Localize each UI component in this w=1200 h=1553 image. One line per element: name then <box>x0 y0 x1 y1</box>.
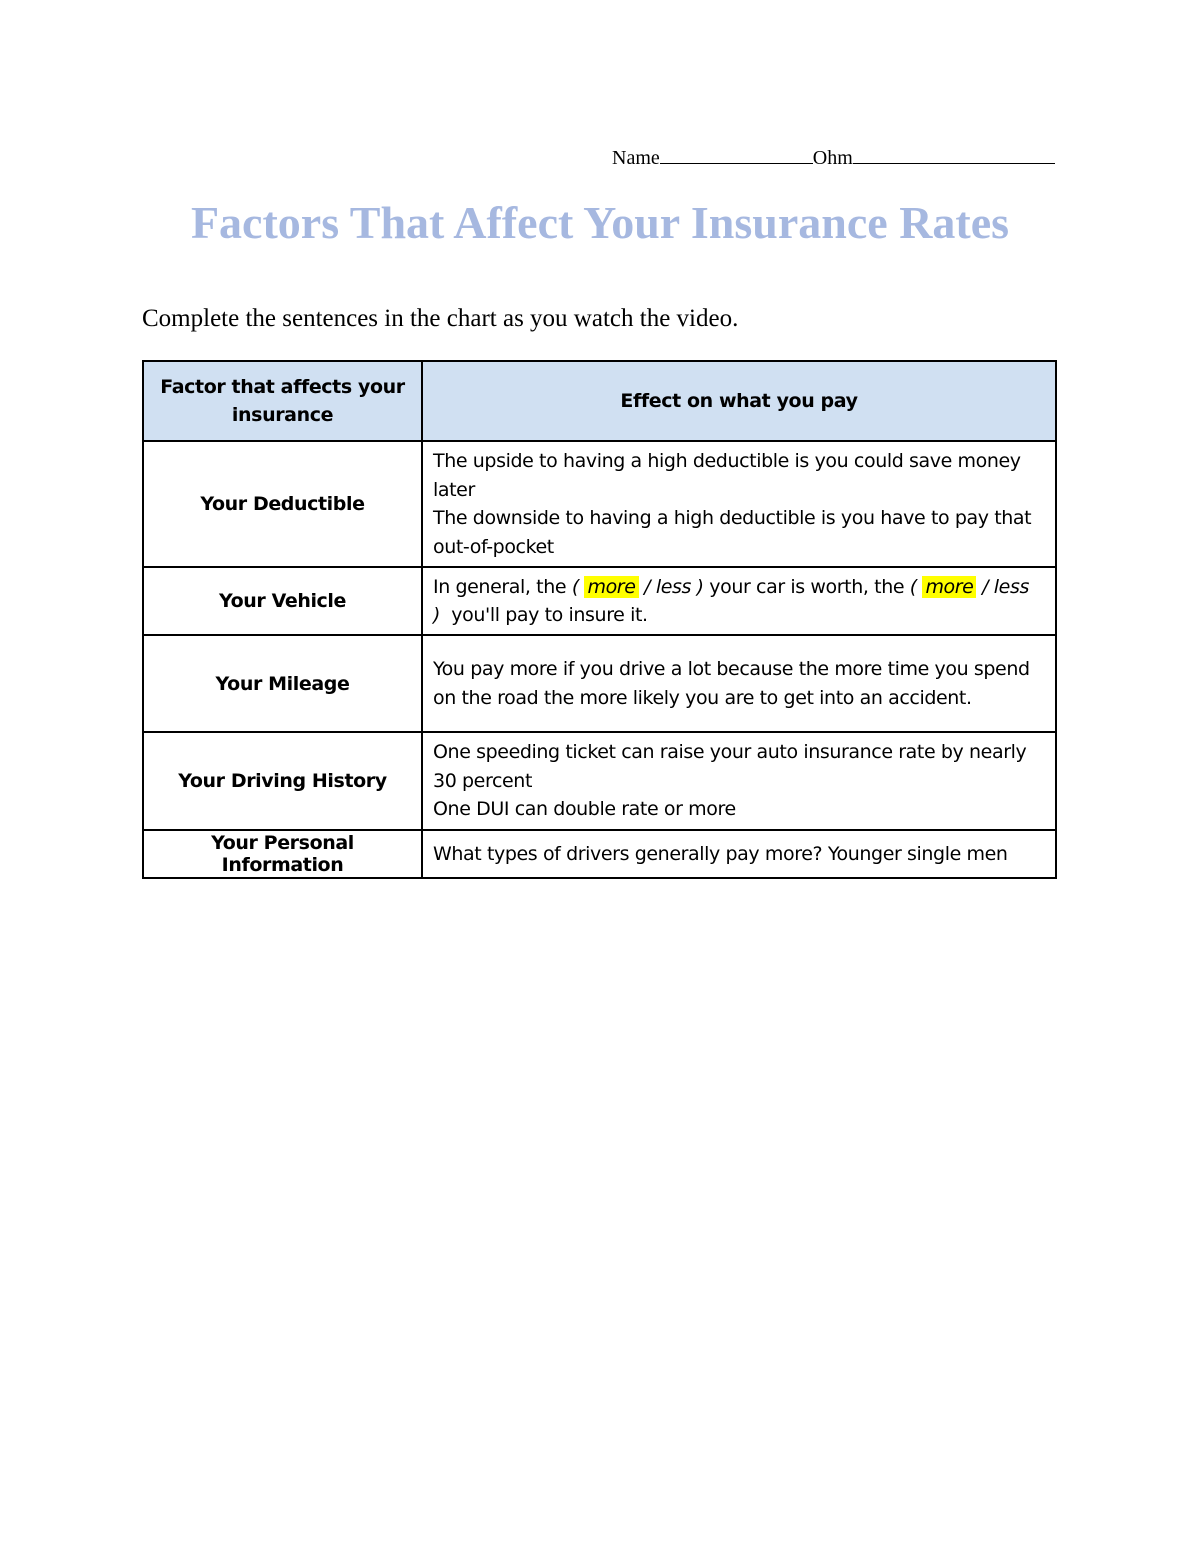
effect-line: One speeding ticket can raise your auto insurance rate by nearly 30 percent <box>433 741 1027 792</box>
factor-cell: Your Personal Information <box>143 830 422 878</box>
factor-cell: Your Deductible <box>143 441 422 567</box>
effect-cell <box>422 441 1056 567</box>
effect-cell <box>422 567 1056 635</box>
effect-text: In general, the <box>433 575 567 598</box>
instructions: Complete the sentences in the chart as you watch the video. <box>142 305 739 332</box>
factor-cell: Your Driving History <box>143 732 422 830</box>
effect-line: One DUI can double rate or more <box>433 798 736 821</box>
table-header-row <box>143 361 1056 441</box>
paren-close: ) <box>433 604 441 626</box>
page-title: Factors That Affect Your Insurance Rates <box>190 197 1010 248</box>
choice-less: less <box>993 575 1029 598</box>
choice-more-highlighted: more <box>584 576 638 598</box>
choice-less: less <box>655 575 691 598</box>
factor-cell: Your Mileage <box>143 635 422 732</box>
effect-text: your car is worth, the <box>709 575 905 598</box>
effect-cell <box>422 830 1056 878</box>
effect-line: The downside to having a high deductible is you have to pay that out-of-pocket <box>433 507 1032 558</box>
effect-text: you'll pay to insure it. <box>451 604 648 626</box>
table-row <box>143 830 1056 878</box>
paren-close: ) <box>696 575 704 598</box>
table-row <box>143 567 1056 635</box>
table-row <box>143 441 1056 567</box>
choice-more-highlighted: more <box>922 576 976 598</box>
effect-cell <box>422 635 1056 732</box>
effect-line: The upside to having a high deductible is you could save money later <box>433 450 1021 501</box>
factor-cell: Your Vehicle <box>143 567 422 635</box>
paren-open: ( <box>571 575 579 598</box>
table-row <box>143 635 1056 732</box>
name-ohm-line <box>612 143 1055 170</box>
name-blank[interactable] <box>660 143 813 164</box>
ohm-blank[interactable] <box>853 143 1055 164</box>
header-effect: Effect on what you pay <box>422 361 1056 441</box>
effect-cell <box>422 732 1056 830</box>
effect-line: You pay more if you drive a lot because the more time you spend on the road the more likely you are to get into an accident. <box>433 658 1030 709</box>
ohm-label: Ohm <box>812 147 853 169</box>
paren-open: ( <box>909 575 917 598</box>
table-row <box>143 732 1056 830</box>
factors-table <box>142 360 1057 879</box>
effect-line: What types of drivers generally pay more? Younger single men <box>433 842 1008 865</box>
choice-separator: / <box>982 575 989 598</box>
name-label: Name <box>612 147 660 169</box>
header-factor: Factor that affects your insurance <box>143 361 422 441</box>
choice-separator: / <box>644 575 651 598</box>
